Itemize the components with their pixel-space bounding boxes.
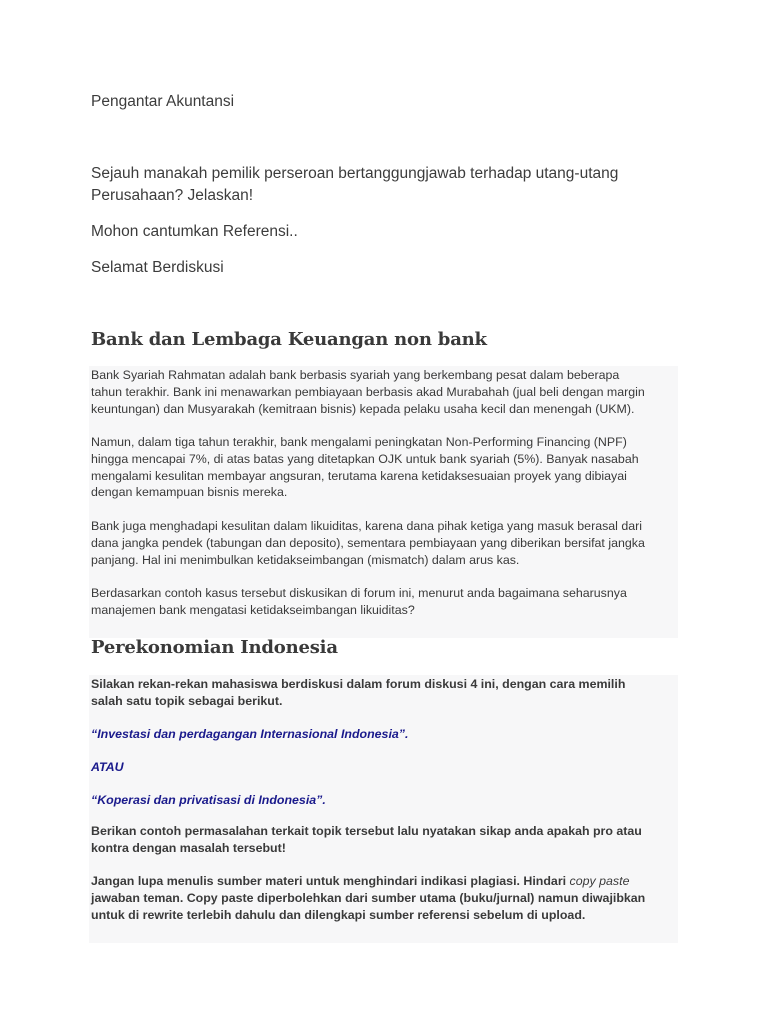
closing-greeting: Selamat Berdiskusi	[91, 259, 224, 276]
bank-paragraph: Bank juga menghadapi kesulitan dalam likuiditas, karena dana pihak ketiga yang masuk berasal dari dana jangka pendek (tabungan dan deposito), sementara pembiayaan yang diberikan bersifat jangka panjang. Hal ini menimbulkan ketidakseimbangan (mismatch) dalam arus kas.	[91, 519, 645, 567]
plagiarism-note-end: jawaban teman. Copy paste diperbolehkan dari sumber utama (buku/jurnal) namun diwajibkan untuk di rewrite terlebih dahulu dan dilengkapi sumber referensi sebelum di upload.	[91, 890, 646, 922]
bank-question: Berdasarkan contoh kasus tersebut diskusikan di forum ini, menurut anda bagaimana seharusnya manajemen bank mengatasi ketidakseimbangan likuiditas?	[91, 586, 627, 617]
plagiarism-note-start: Jangan lupa menulis sumber materi untuk menghindari indikasi plagiasi. Hindari	[91, 874, 570, 888]
course-title: Pengantar Akuntansi	[91, 93, 235, 110]
ekonomi-intro: Silakan rekan-rekan mahasiswa berdiskusi dalam forum diskusi 4 ini, dengan cara memilih salah satu topik sebagai berikut.	[91, 677, 626, 708]
bank-paragraph: Namun, dalam tiga tahun terakhir, bank mengalami peningkatan Non-Performing Financing (NPF) hingga mencapai 7%, di atas batas yang ditetapkan OJK untuk bank syariah (5%). Banyak nasabah mengalami kesulitan membayar angsuran, terutama karena ketidaksesuaian proyek yang dibiayai dengan kemampuan bisnis mereka.	[91, 435, 639, 500]
reference-note: Mohon cantumkan Referensi..	[91, 223, 298, 240]
topic-option-1: “Investasi dan perdagangan Internasional Indonesia”.	[91, 727, 409, 741]
ekonomi-instruction: Berikan contoh permasalahan terkait topik tersebut lalu nyatakan sikap anda apakah pro atau kontra dengan masalah tersebut!	[91, 824, 642, 855]
bank-paragraph: Bank Syariah Rahmatan adalah bank berbasis syariah yang berkembang pesat dalam beberapa tahun terakhir. Bank ini menawarkan pembiayaan berbasis akad Murabahah (jual beli dengan margin keuntungan) dan Musyarakah (kemitraan bisnis) kepada pelaku usaha kecil dan menengah (UKM).	[91, 368, 645, 416]
bank-section-heading: Bank dan Lembaga Keuangan non bank	[91, 329, 487, 350]
plagiarism-note	[91, 873, 653, 923]
topic-option-2: “Koperasi dan privatisasi di Indonesia”.	[91, 793, 326, 807]
discussion-question: Sejauh manakah pemilik perseroan bertanggungjawab terhadap utang-utang Perusahaan? Jelaskan!	[91, 165, 619, 204]
plagiarism-note-italic: copy paste	[569, 874, 630, 888]
ekonomi-section-heading: Perekonomian Indonesia	[91, 637, 338, 658]
or-label: ATAU	[91, 760, 124, 774]
